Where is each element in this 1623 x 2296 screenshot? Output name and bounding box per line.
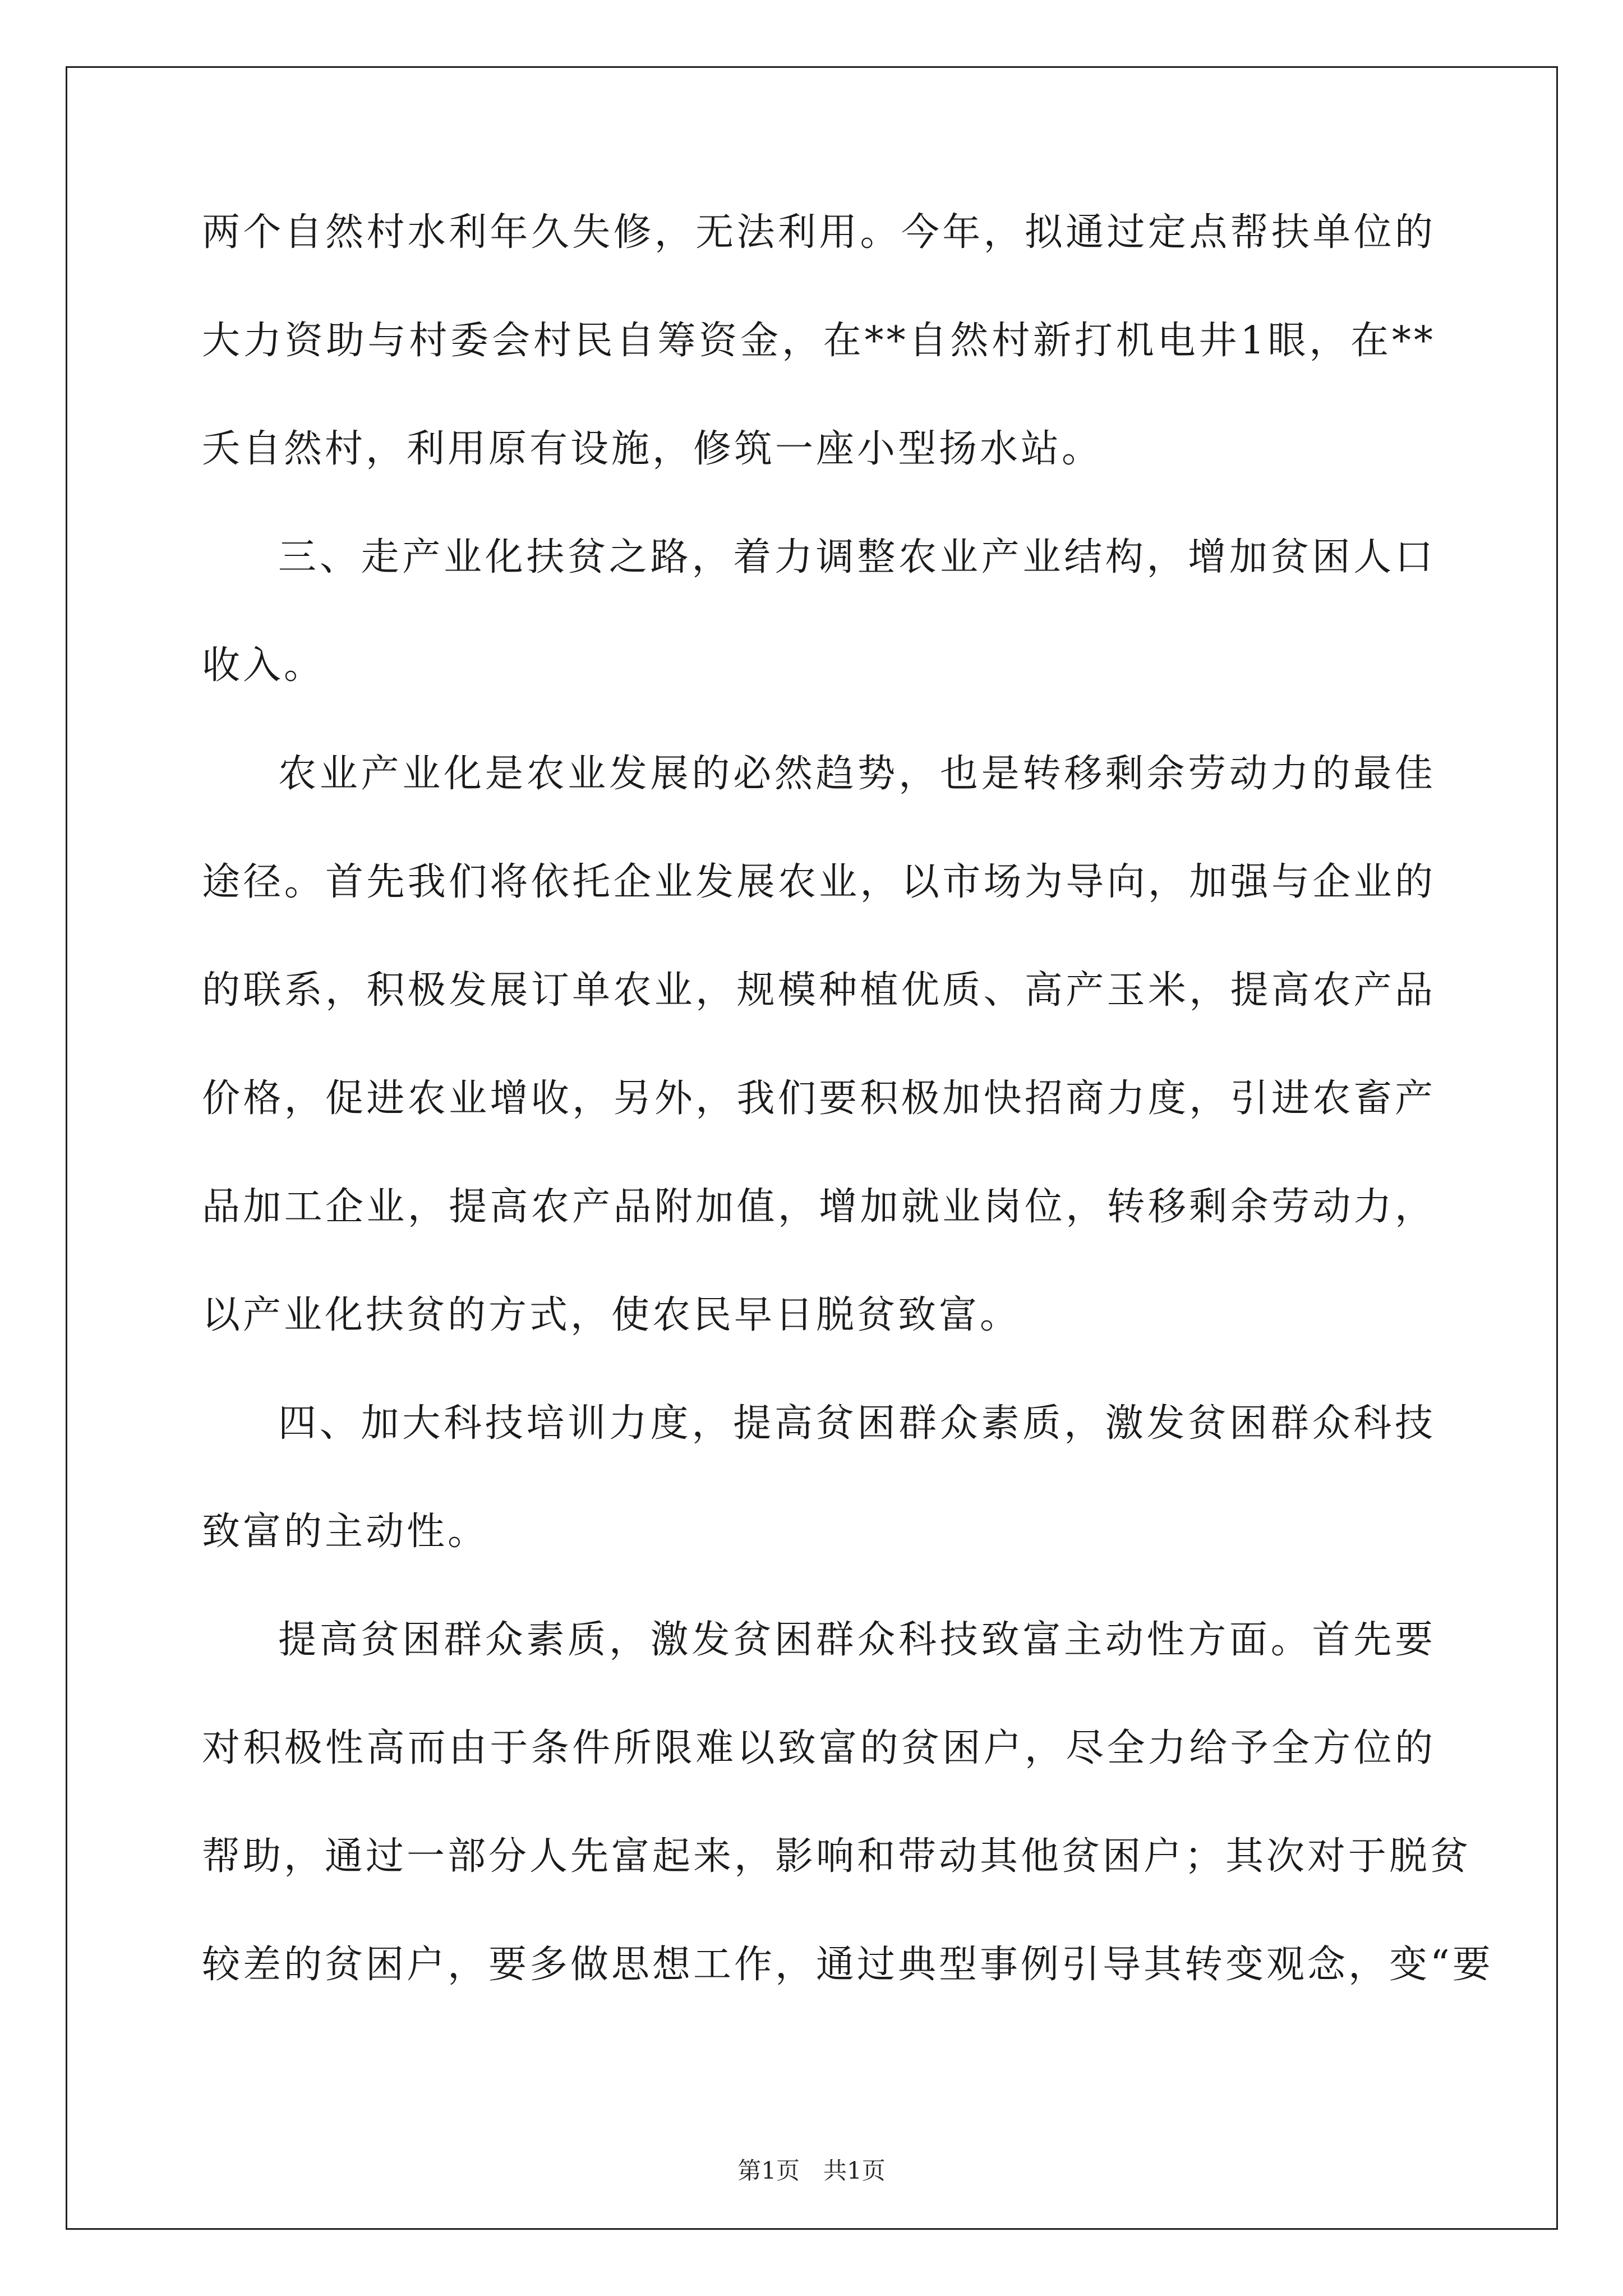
text-line: 较差的贫困户，要多做思想工作，通过典型事例引导其转变观念，变“要 [202, 1943, 1493, 1987]
text-line: 价格，促进农业增收，另外，我们要积极加快招商力度，引进农畜产 [202, 1076, 1436, 1121]
text-line: 致富的主动性。 [202, 1510, 489, 1554]
text-line: 农业产业化是农业发展的必然趋势，也是转移剩余劳动力的最佳 [278, 752, 1436, 796]
text-line: 途径。首先我们将依托企业发展农业，以市场为导向，加强与企业的 [202, 860, 1436, 904]
text-line: 对积极性高而由于条件所限难以致富的贫困户，尽全力给予全方位的 [202, 1726, 1436, 1770]
document-body [202, 178, 1493, 2019]
page-footer: 第1页 共1页 [737, 2157, 886, 2184]
text-line: 收入。 [202, 643, 325, 688]
text-line: 两个自然村水利年久失修，无法利用。今年，拟通过定点帮扶单位的 [202, 210, 1436, 255]
text-line: 的联系，积极发展订单农业，规模种植优质、高产玉米，提高农产品 [202, 968, 1436, 1013]
text-line: 夭自然村，利用原有设施，修筑一座小型扬水站。 [202, 427, 1103, 471]
text-line: 帮助，通过一部分人先富起来，影响和带动其他贫困户；其次对于脱贫 [202, 1834, 1472, 1879]
text-line: 三、走产业化扶贫之路，着力调整农业产业结构，增加贫困人口 [278, 535, 1436, 579]
text-line: 大力资助与村委会村民自筹资金，在**自然村新打机电井1眼，在** [202, 319, 1436, 363]
text-line: 品加工企业，提高农产品附加值，增加就业岗位，转移剩余劳动力， [202, 1185, 1436, 1229]
text-line: 提高贫困群众素质，激发贫困群众科技致富主动性方面。首先要 [278, 1618, 1436, 1662]
text-line: 四、加大科技培训力度，提高贫困群众素质，激发贫困群众科技 [278, 1401, 1436, 1446]
text-line: 以产业化扶贫的方式，使农民早日脱贫致富。 [202, 1293, 1021, 1337]
